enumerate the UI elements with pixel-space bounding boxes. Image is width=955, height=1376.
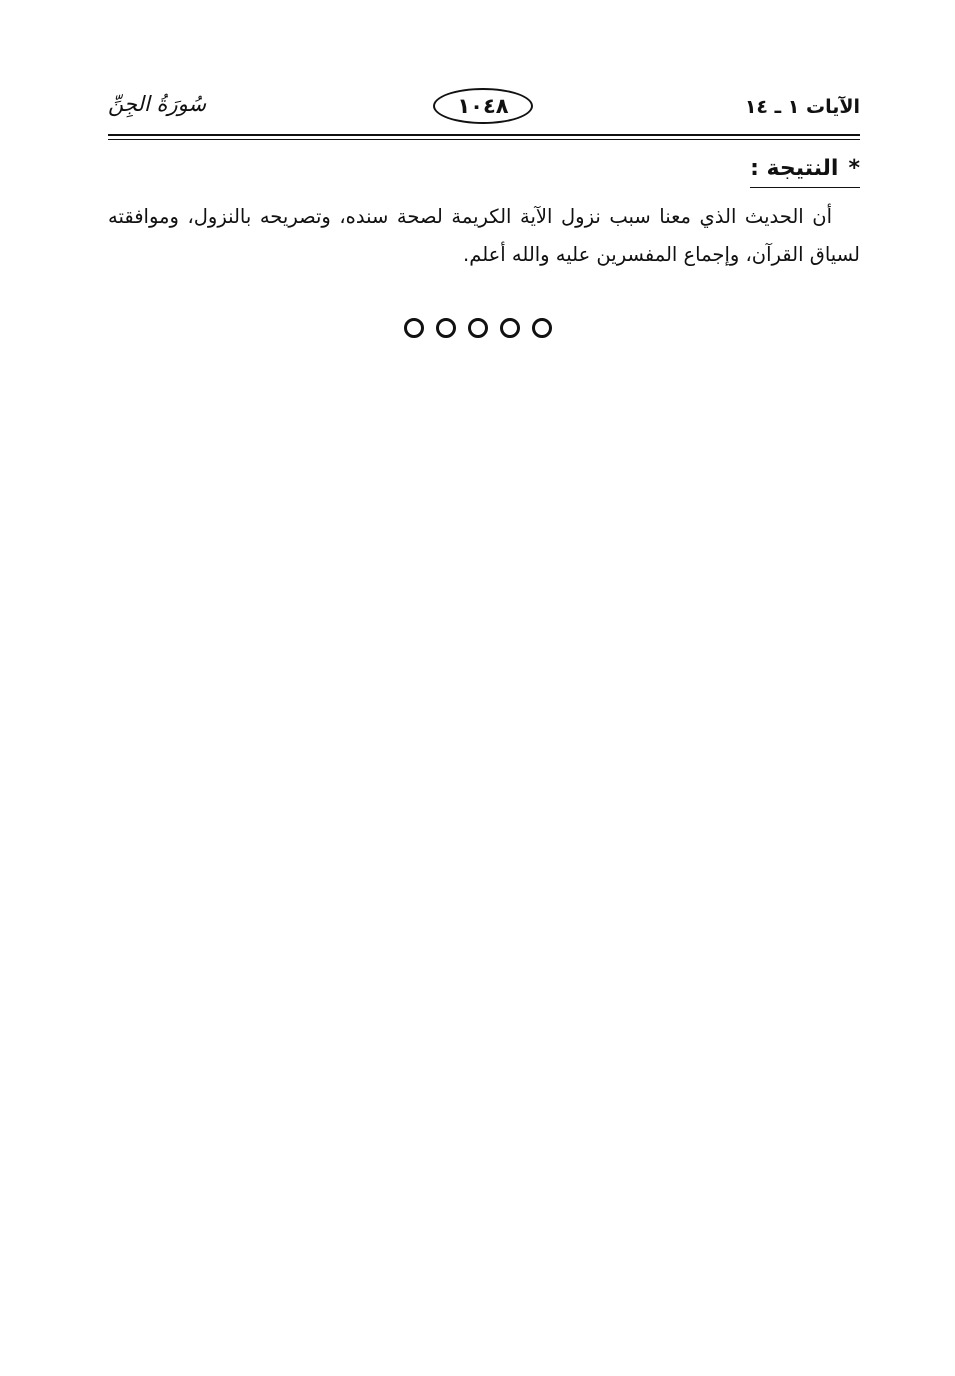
asterisk-icon: * <box>848 156 860 181</box>
circle-ring-icon <box>404 318 424 338</box>
section-heading <box>750 156 860 188</box>
page-header <box>108 88 860 134</box>
page-number: ١٠٤٨ <box>433 88 533 124</box>
circle-ring-icon <box>500 318 520 338</box>
header-rule-thin <box>108 139 860 140</box>
section-heading-text: النتيجة : <box>750 156 839 181</box>
body-paragraph-text: أن الحديث الذي معنا سبب نزول الآية الكريمة لصحة سنده، وتصريحه بالنزول، وموافقته لسياق القرآن، وإجماع المفسرين عليه والله أعلم. <box>108 205 860 266</box>
verses-range: الآيات ١ ـ ١٤ <box>744 96 860 118</box>
circle-ring-icon <box>532 318 552 338</box>
surah-name: سُورَةُ الجِنِّ <box>108 92 207 116</box>
section-end-ornament <box>0 318 955 342</box>
header-rule-thick <box>108 134 860 136</box>
circle-ring-icon <box>468 318 488 338</box>
result-section <box>108 156 860 274</box>
body-paragraph <box>108 198 860 274</box>
circle-ring-icon <box>436 318 456 338</box>
